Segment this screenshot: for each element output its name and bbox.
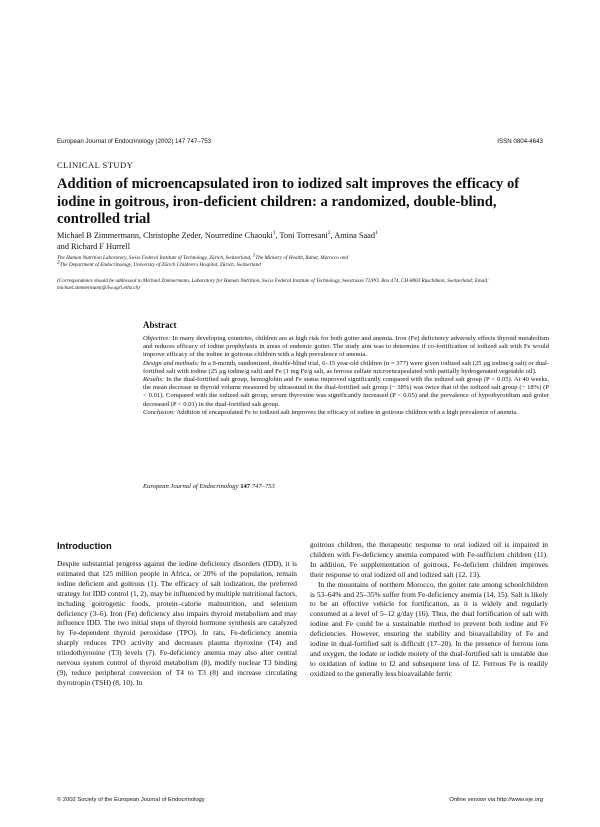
author-sup-3: 1: [375, 230, 378, 237]
authors-part-4: and Richard F Hurrell: [57, 242, 131, 251]
affiliation-1: The Human Nutrition Laboratory, Swiss Federal Institute of Technology, Zürich, Switzerland,: [57, 255, 252, 261]
abstract-design: [143, 360, 549, 376]
authors-part-2: , Toni Torresani: [275, 231, 328, 240]
affiliation-sup-1: 1: [252, 252, 256, 259]
right-column: [310, 540, 548, 679]
journal-header: European Journal of Endocrinology (2002) 147 747–753: [57, 138, 212, 145]
author-sup-1: 1: [272, 230, 276, 237]
cite-volume: 147: [240, 483, 251, 490]
objective-label: Objective:: [143, 335, 171, 342]
affiliation-1b: The Ministry of Health, Rabat, Morocco and: [255, 255, 349, 261]
affiliations: [57, 252, 547, 269]
abstract-conclusion: [143, 409, 549, 417]
abstract-results: [143, 376, 549, 409]
copyright: © 2002 Society of the European Journal of Endocrinology: [57, 797, 205, 803]
journal-citation: [143, 483, 275, 490]
results-text: In the dual-fortified salt group, hemoglobin and Fe status improved significantly compared with the iodized salt group (P < 0.05). At 40 weeks, the mean decrease in thyroid volume measured by ultrasound in the dual-fortified salt group (− 38%) was twice that of the iodized salt group (− 18%) (P < 0.01). Compared with the iodized salt group, serum thyroxine was significantly increased (P < 0.05) and the prevalence of hypothyroidism and goiter decreased (P < 0.01) in the dual-fortified salt group.: [143, 376, 549, 408]
authors-part-3: , Amina Saad: [330, 231, 376, 240]
intro-paragraph-2: goitrous children, the therapeutic response to oral iodized oil is impaired in children with Fe-deficiency anemia compared with Fe-sufficient children (11). In addition, Fe supplementation of goitrous, Fe-deficient children improves their response to oral iodized oil and iodized salt (12, 13).: [310, 540, 548, 579]
affiliation-sup-2: 2: [57, 259, 60, 266]
cite-journal: European Journal of Endocrinology: [143, 483, 239, 490]
author-sup-2: 2: [327, 230, 331, 237]
design-label: Design and methods:: [143, 359, 200, 367]
correspondence: (Correspondence should be addressed to Michael Zimmermann, Laboratory for Human Nutrition, Swiss Federal Institute of Technology, Seestrasse 72/PO. Box 474, CH-8803 Rüschlikon, Switzerland; Email: michael.zimmermann@ilw.agrl.ethz.ch): [57, 278, 489, 292]
abstract: [143, 320, 549, 417]
introduction-heading: Introduction: [57, 540, 112, 551]
intro-paragraph-3: In the mountains of northern Morocco, the goiter rate among schoolchildren is 53–64% and 25–35% suffer from Fe-deficiency anemia (14, 15). Salt is likely to be an effective vehicle for fortification, as it is widely and regularly consumed at a level of 5–12 g/day (16). Thus, the dual fortification of salt with iodine and Fe could be a sustainable method to prevent both iodine and Fe deficiencies. However, ensuring the stability and bioavailability of Fe and iodine in dual-fortified salt is difficult (17–20). In the presence of ferrous ions and oxygen, the iodate or iodide moiety of the dual-fortified salt is unstable due to oxidation of iodine to I2 and subsequent loss of I2. Ferrous Fe is readily oxidized to the generally less bioavailable ferric: [310, 579, 548, 678]
cite-pages: 747–753: [251, 483, 275, 490]
authors-part-1: Michael B Zimmermann, Christophe Zeder, Nourredine Chaouki: [57, 231, 273, 240]
abstract-heading: Abstract: [143, 320, 177, 330]
article-title: Addition of microencapsulated iron to iodized salt improves the efficacy of iodine in goitrous, iron-deficient children: a randomized, double-blind, controlled trial: [57, 176, 520, 228]
online-link[interactable]: Online version via http://www.eje.org: [449, 797, 543, 803]
issn: ISSN 0804-4643: [497, 138, 543, 145]
results-label: Results:: [143, 376, 165, 384]
left-column: [57, 540, 297, 688]
conclusion-label: Conclusion:: [143, 408, 176, 416]
author-list: [57, 230, 547, 252]
affiliation-2: The Department of Endocrinology, University of Zürich Children's Hospital, Zürich, Switzerland: [59, 262, 261, 269]
article-type: CLINICAL STUDY: [57, 160, 134, 170]
intro-paragraph-1: Despite substantial progress against the iodine deficiency disorders (IDD), it is estimated that 125 million people in Africa, or 20% of the population, remain iodine deficient and goitrous (1). The efficacy of salt iodization, the preferred strategy for IDD control (1, 2), may be influenced by multiple nutritional factors, including goitrogenic foods, protein–calorie malnutrition, and selenium deficiency (3–6). Iron (Fe) deficiency also impairs thyroid metabolism and may influence IDD. The two initial steps of thyroid hormone synthesis are catalyzed by Fe-dependent thyroid peroxidase (TPO). In rats, Fe-deficiency anemia sharply reduces TPO activity and decreases plasma thyroxine (T4) and triiodothyronine (T3) levels (7). Fe-deficiency anemia may also alter central nervous system control of thyroid metabolism (8), modify nuclear T3 binding (9), reduce peripheral conversion of T4 to T3 (8) and increase circulating thyrotropin (TSH) (8, 10). In: [57, 559, 297, 687]
objective-text: In many developing countries, children are at high risk for both goiter and anemia. Iron (Fe) deficiency adversely effects thyroid metabolism and reduces efficacy of iodine prophylaxis in areas of endemic goiter. The study aim was to determine if co-fortification of iodized salt with Fe would improve efficacy of the iodine in goitrous children with a high prevalence of anemia.: [143, 335, 549, 359]
abstract-objective: [143, 335, 549, 360]
conclusion-text: Addition of encapsulated Fe to iodized salt improves the efficacy of iodine in goitrous children with a high prevalence of anemia.: [175, 408, 518, 416]
design-text: In a 9-month, randomized, double-blind trial, 6–15 year-old children (n = 377) were given iodized salt (25 µg iodine/g salt) or dual-fortified salt with iodine (25 µg iodine/g salt) and Fe (1 mg Fe/g salt, as ferrous sulfate microencapsulated with partially hydrogenated vegetable oil).: [143, 359, 550, 375]
